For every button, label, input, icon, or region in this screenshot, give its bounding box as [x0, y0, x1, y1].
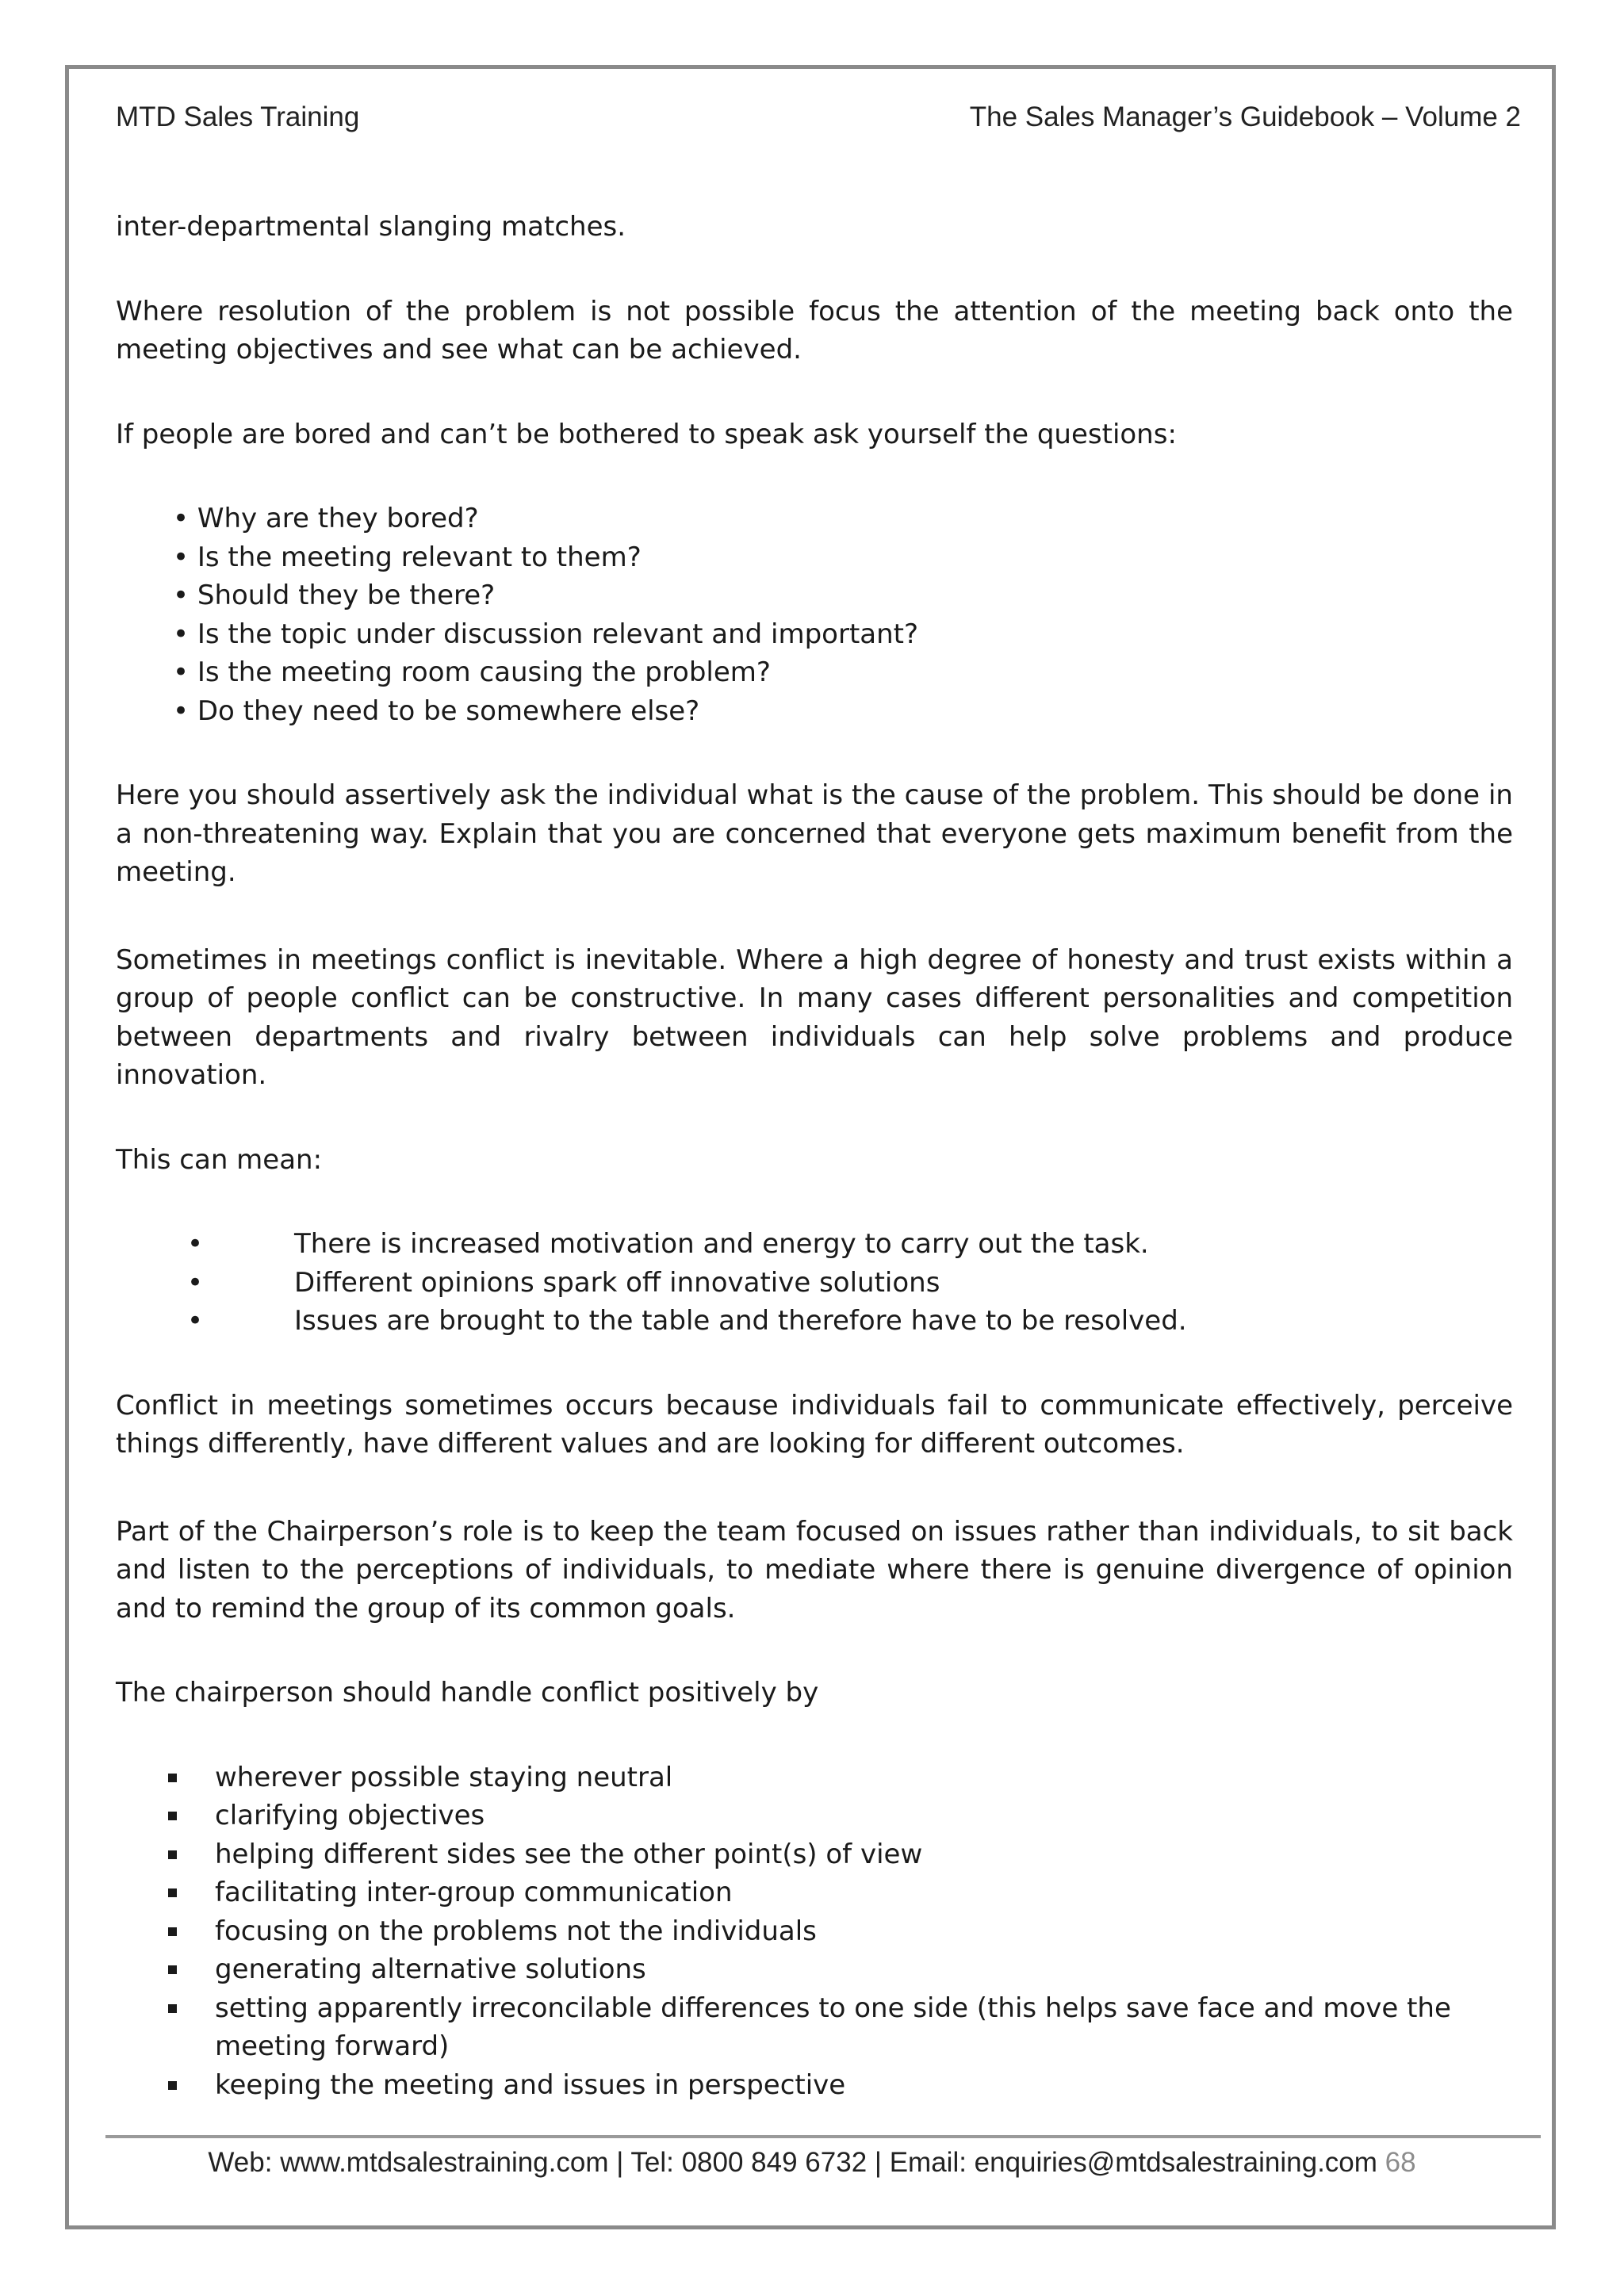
- bullet: •: [187, 1266, 204, 1299]
- paragraph: Where resolution of the problem is not possible focus the attention of the meeting back onto the meeting objectives and see what can be achieved.: [116, 295, 1513, 365]
- list-item: generating alternative solutions: [116, 1950, 1513, 1989]
- meanings-list: [116, 1225, 1513, 1341]
- list-item: • Why are they bored?: [173, 503, 479, 534]
- list-item: focusing on the problems not the individuals: [116, 1912, 1513, 1951]
- header-publisher: MTD Sales Training: [116, 101, 360, 132]
- footer-divider: [105, 2135, 1541, 2138]
- footer-contact: Web: www.mtdsalestraining.com | Tel: 0800 849 6732 | Email: enquiries@mtdsalestraining.com: [208, 2147, 1377, 2178]
- list-item: wherever possible staying neutral: [116, 1758, 1513, 1797]
- handling-list: [116, 1758, 1513, 2105]
- paragraph: Sometimes in meetings conflict is inevitable. Where a high degree of honesty and trust exists within a group of people conflict can be constructive. In many cases different personalities and competition between departments and rivalry between individuals can help solve problems and produce innovation.: [116, 943, 1513, 1091]
- square-bullet-icon: [168, 1812, 177, 1820]
- paragraph: The chairperson should handle conflict positively by: [116, 1677, 819, 1709]
- paragraph: Here you should assertively ask the individual what is the cause of the problem. This should be done in a non-threatening way. Explain that you are concerned that everyone gets maximum benefit from the meeting.: [116, 779, 1513, 888]
- list-item: • Issues are brought to the table and therefore have to be resolved.: [116, 1302, 1513, 1341]
- list-item: keeping the meeting and issues in perspective: [116, 2066, 1513, 2105]
- bullet: •: [187, 1305, 204, 1337]
- list-item: • Do they need to be somewhere else?: [173, 695, 700, 727]
- bullet: •: [187, 1228, 204, 1260]
- square-bullet-icon: [168, 1888, 177, 1897]
- square-bullet-icon: [168, 2004, 177, 2013]
- header-book-title: The Sales Manager’s Guidebook – Volume 2: [969, 101, 1521, 132]
- list-item: facilitating inter-group communication: [116, 1873, 1513, 1912]
- list-item: clarifying objectives: [116, 1797, 1513, 1835]
- square-bullet-icon: [168, 1774, 177, 1782]
- list-item: • Is the topic under discussion relevant and important?: [173, 618, 919, 650]
- square-bullet-icon: [168, 1927, 177, 1936]
- square-bullet-icon: [168, 2081, 177, 2090]
- list-item: setting apparently irreconcilable differences to one side (this helps save face and move the meeting forward): [116, 1989, 1513, 2066]
- list-item: • Is the meeting relevant to them?: [173, 541, 642, 573]
- paragraph: Conflict in meetings sometimes occurs because individuals fail to communicate effectively, perceive things differently, have different values and are looking for different outcomes.: [116, 1389, 1513, 1460]
- footer: [0, 2147, 1624, 2179]
- list-item: helping different sides see the other point(s) of view: [116, 1835, 1513, 1874]
- square-bullet-icon: [168, 1965, 177, 1974]
- page-number: 68: [1385, 2147, 1416, 2178]
- paragraph: If people are bored and can’t be bothered to speak ask yourself the questions:: [116, 418, 1177, 450]
- list-item: • Should they be there?: [173, 580, 496, 611]
- list-item: • Is the meeting room causing the problem?: [173, 656, 771, 688]
- page-body: [116, 208, 1513, 2104]
- list-item: • Different opinions spark off innovative solutions: [116, 1264, 1513, 1303]
- paragraph: Part of the Chairperson’s role is to keep the team focused on issues rather than individuals, to sit back and listen to the perceptions of individuals, to mediate where there is genuine divergence of opinion and to remind the group of its common goals.: [116, 1515, 1513, 1624]
- square-bullet-icon: [168, 1850, 177, 1859]
- paragraph: This can mean:: [116, 1143, 323, 1176]
- list-item: • There is increased motivation and energy to carry out the task.: [116, 1225, 1513, 1264]
- questions-list: [116, 499, 1513, 730]
- paragraph: inter-departmental slanging matches.: [116, 211, 626, 243]
